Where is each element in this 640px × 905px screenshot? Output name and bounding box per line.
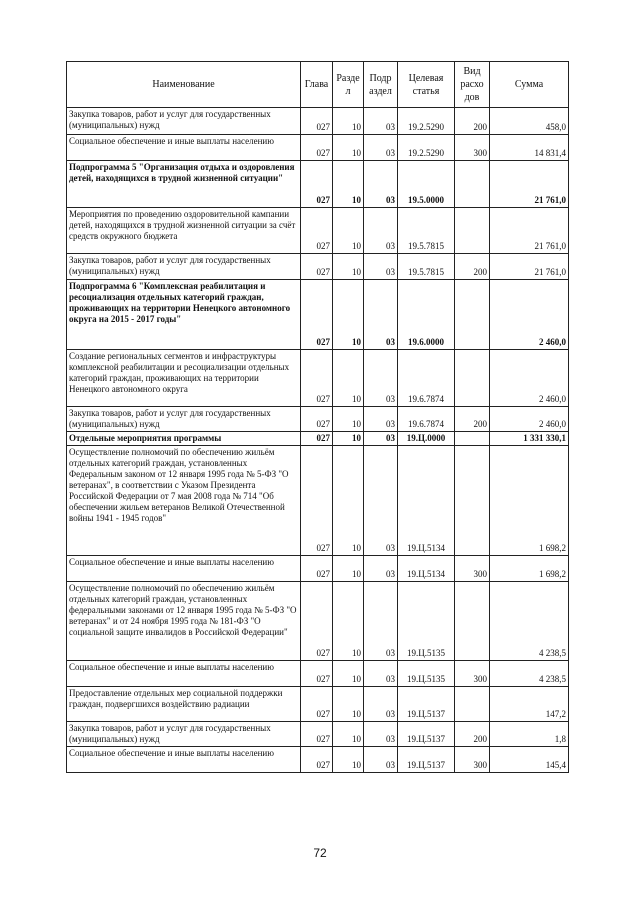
cell-razdel: 10 [333, 135, 364, 161]
cell-vid [455, 350, 490, 407]
table-header-row [67, 62, 569, 108]
cell-glava: 027 [301, 208, 333, 254]
table-row [67, 661, 569, 687]
page-number: 72 [313, 846, 327, 860]
table-row [67, 254, 569, 280]
cell-name: Подпрограмма 5 "Организация отдыха и оздоровления детей, находящихся в трудной жизненной ситуации" [67, 161, 301, 208]
cell-name: Социальное обеспечение и иные выплаты населению [67, 747, 301, 773]
table-row [67, 407, 569, 432]
cell-name: Подпрограмма 6 "Комплексная реабилитация и ресоциализация отдельных категорий граждан, проживающих на территории Ненецкого автономного округа на 2015 - 2017 годы" [67, 280, 301, 350]
cell-statia: 19.6.7874 [398, 407, 455, 432]
cell-razdel: 10 [333, 446, 364, 556]
table-row [67, 350, 569, 407]
cell-summa: 1 698,2 [490, 446, 569, 556]
cell-name: Осуществление полномочий по обеспечению жильём отдельных категорий граждан, установленных Федеральным законом от 12 января 1995 года № 5-ФЗ "О ветеранах", в соответствии с Указом Президента Российской Федерации от 7 мая 2008 года № 714 "Об обеспечении жильем ветеранов Великой Отечественной войны 1941 - 1945 годов" [67, 446, 301, 556]
cell-vid [455, 208, 490, 254]
cell-name: Мероприятия по проведению оздоровительной кампании детей, находящихся в трудной жизненной ситуации за счёт средств окружного бюджета [67, 208, 301, 254]
budget-table [66, 61, 569, 773]
cell-statia: 19.Ц.5137 [398, 722, 455, 747]
cell-glava: 027 [301, 687, 333, 722]
cell-summa: 2 460,0 [490, 407, 569, 432]
table-row [67, 556, 569, 582]
cell-name: Социальное обеспечение и иные выплаты населению [67, 556, 301, 582]
header-podrazdel: Подр аздел [364, 62, 398, 108]
cell-name: Закупка товаров, работ и услуг для государственных (муниципальных) нужд [67, 722, 301, 747]
cell-summa: 21 761,0 [490, 254, 569, 280]
cell-razdel: 10 [333, 280, 364, 350]
cell-podrazdel: 03 [364, 582, 398, 661]
cell-vid: 300 [455, 135, 490, 161]
table-row [67, 108, 569, 135]
cell-podrazdel: 03 [364, 161, 398, 208]
cell-vid [455, 432, 490, 446]
header-statia: Целевая статья [398, 62, 455, 108]
cell-name: Социальное обеспечение и иные выплаты населению [67, 661, 301, 687]
cell-vid [455, 687, 490, 722]
cell-statia: 19.2.5290 [398, 135, 455, 161]
table-row [67, 446, 569, 556]
cell-podrazdel: 03 [364, 722, 398, 747]
cell-summa: 21 761,0 [490, 208, 569, 254]
cell-summa: 21 761,0 [490, 161, 569, 208]
cell-razdel: 10 [333, 722, 364, 747]
cell-statia: 19.2.5290 [398, 108, 455, 135]
table-row [67, 747, 569, 773]
cell-statia: 19.Ц.5137 [398, 687, 455, 722]
cell-podrazdel: 03 [364, 280, 398, 350]
cell-podrazdel: 03 [364, 135, 398, 161]
cell-razdel: 10 [333, 350, 364, 407]
cell-razdel: 10 [333, 556, 364, 582]
cell-statia: 19.Ц.5134 [398, 556, 455, 582]
cell-statia: 19.Ц.5135 [398, 661, 455, 687]
cell-name: Социальное обеспечение и иные выплаты населению [67, 135, 301, 161]
cell-razdel: 10 [333, 661, 364, 687]
cell-name: Закупка товаров, работ и услуг для государственных (муниципальных) нужд [67, 108, 301, 135]
cell-name: Осуществление полномочий по обеспечению жильём отдельных категорий граждан, установленных федеральными законами от 12 января 1995 года № 5-ФЗ "О ветеранах" и от 24 ноября 1995 года № 181-ФЗ "О социальной защите инвалидов в Российской Федерации" [67, 582, 301, 661]
cell-razdel: 10 [333, 254, 364, 280]
table-row [67, 135, 569, 161]
cell-statia: 19.6.7874 [398, 350, 455, 407]
cell-glava: 027 [301, 747, 333, 773]
cell-razdel: 10 [333, 161, 364, 208]
header-vid: Вид расхо дов [455, 62, 490, 108]
cell-vid: 200 [455, 108, 490, 135]
cell-name: Закупка товаров, работ и услуг для государственных (муниципальных) нужд [67, 407, 301, 432]
cell-summa: 2 460,0 [490, 350, 569, 407]
cell-podrazdel: 03 [364, 446, 398, 556]
cell-glava: 027 [301, 432, 333, 446]
cell-glava: 027 [301, 722, 333, 747]
cell-statia: 19.Ц.5137 [398, 747, 455, 773]
cell-glava: 027 [301, 254, 333, 280]
cell-glava: 027 [301, 350, 333, 407]
cell-statia: 19.5.7815 [398, 254, 455, 280]
cell-summa: 2 460,0 [490, 280, 569, 350]
cell-vid: 200 [455, 254, 490, 280]
cell-summa: 4 238,5 [490, 582, 569, 661]
cell-podrazdel: 03 [364, 208, 398, 254]
header-razdel: Разде л [333, 62, 364, 108]
cell-vid [455, 161, 490, 208]
cell-summa: 1 331 330,1 [490, 432, 569, 446]
cell-glava: 027 [301, 280, 333, 350]
cell-razdel: 10 [333, 432, 364, 446]
cell-razdel: 10 [333, 208, 364, 254]
cell-vid [455, 446, 490, 556]
cell-vid: 300 [455, 556, 490, 582]
cell-summa: 147,2 [490, 687, 569, 722]
cell-glava: 027 [301, 161, 333, 208]
cell-vid [455, 280, 490, 350]
cell-vid: 300 [455, 661, 490, 687]
table-row [67, 582, 569, 661]
cell-statia: 19.Ц.5134 [398, 446, 455, 556]
cell-summa: 145,4 [490, 747, 569, 773]
cell-glava: 027 [301, 582, 333, 661]
header-summa: Сумма [490, 62, 569, 108]
cell-summa: 4 238,5 [490, 661, 569, 687]
header-glava: Глава [301, 62, 333, 108]
cell-podrazdel: 03 [364, 407, 398, 432]
cell-razdel: 10 [333, 687, 364, 722]
cell-razdel: 10 [333, 582, 364, 661]
cell-summa: 1 698,2 [490, 556, 569, 582]
cell-name: Предоставление отдельных мер социальной поддержки граждан, подвергшихся воздействию радиации [67, 687, 301, 722]
cell-podrazdel: 03 [364, 556, 398, 582]
table-row [67, 722, 569, 747]
cell-glava: 027 [301, 446, 333, 556]
cell-podrazdel: 03 [364, 661, 398, 687]
cell-vid: 300 [455, 747, 490, 773]
cell-podrazdel: 03 [364, 350, 398, 407]
cell-name: Создание региональных сегментов и инфраструктуры комплексной реабилитации и ресоциализации отдельных категорий граждан, проживающих на территории Ненецкого автономного округа [67, 350, 301, 407]
cell-podrazdel: 03 [364, 432, 398, 446]
cell-glava: 027 [301, 556, 333, 582]
cell-vid: 200 [455, 722, 490, 747]
cell-glava: 027 [301, 661, 333, 687]
table-row [67, 687, 569, 722]
cell-statia: 19.5.7815 [398, 208, 455, 254]
cell-name: Закупка товаров, работ и услуг для государственных (муниципальных) нужд [67, 254, 301, 280]
cell-glava: 027 [301, 135, 333, 161]
cell-glava: 027 [301, 108, 333, 135]
table-row [67, 161, 569, 208]
table-body [67, 108, 569, 773]
cell-statia: 19.Ц.5135 [398, 582, 455, 661]
cell-podrazdel: 03 [364, 108, 398, 135]
cell-vid: 200 [455, 407, 490, 432]
cell-razdel: 10 [333, 747, 364, 773]
cell-statia: 19.5.0000 [398, 161, 455, 208]
cell-razdel: 10 [333, 108, 364, 135]
cell-statia: 19.Ц.0000 [398, 432, 455, 446]
cell-summa: 14 831,4 [490, 135, 569, 161]
cell-glava: 027 [301, 407, 333, 432]
cell-razdel: 10 [333, 407, 364, 432]
header-name: Наименование [67, 62, 301, 108]
cell-name: Отдельные мероприятия программы [67, 432, 301, 446]
cell-statia: 19.6.0000 [398, 280, 455, 350]
cell-podrazdel: 03 [364, 254, 398, 280]
cell-podrazdel: 03 [364, 747, 398, 773]
table-row [67, 432, 569, 446]
cell-podrazdel: 03 [364, 687, 398, 722]
cell-summa: 1,8 [490, 722, 569, 747]
cell-vid [455, 582, 490, 661]
table-row [67, 280, 569, 350]
table-row [67, 208, 569, 254]
cell-summa: 458,0 [490, 108, 569, 135]
